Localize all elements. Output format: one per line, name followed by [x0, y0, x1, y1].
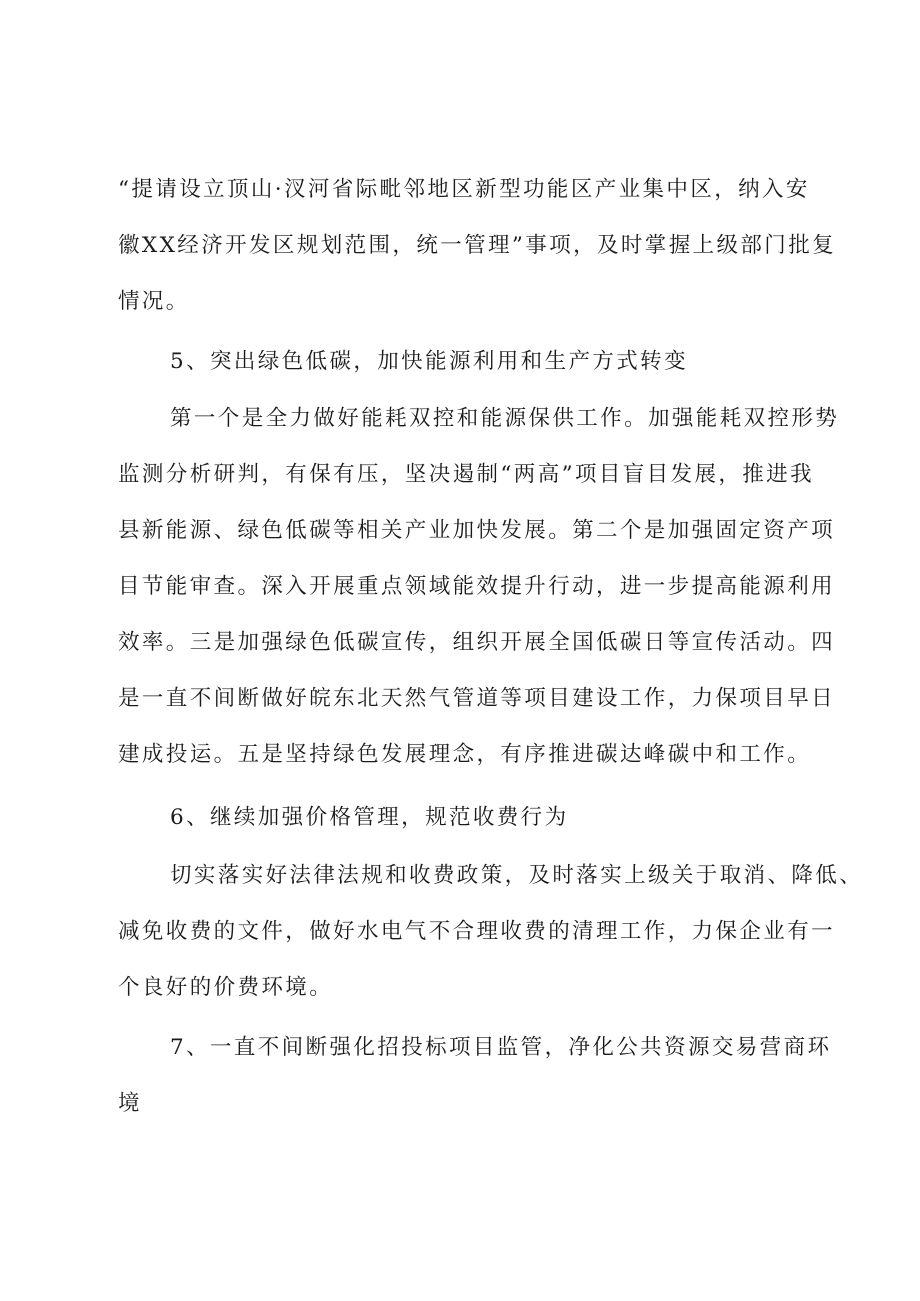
heading-text: 6、继续加强价格管理，规范收费行为 [170, 805, 569, 830]
text-line: 县新能源、绿色低碳等相关产业加快发展。第二个是加强固定资产项 [118, 518, 836, 543]
paragraph-energy [118, 391, 840, 783]
text-line: 效率。三是加强绿色低碳宣传，组织开展全国低碳日等宣传活动。四 [118, 630, 836, 655]
text-line: 目节能审查。深入开展重点领域能效提升行动，进一步提高能源利用 [118, 574, 836, 599]
text-line: 建成投运。五是坚持绿色发展理念，有序推进碳达峰碳中和工作。 [118, 742, 812, 767]
text-line: 是一直不间断做好皖东北天然气管道等项目建设工作，力保项目早日 [118, 686, 836, 711]
text-line: 切实落实好法律法规和收费政策，及时落实上级关于取消、降低、 [170, 863, 864, 888]
text-line: 个良好的价费环境。 [118, 975, 334, 1000]
text-line: 第一个是全力做好能耗双控和能源保供工作。加强能耗双控形势 [170, 406, 840, 431]
section-heading-5 [118, 334, 818, 390]
section-heading-6 [118, 790, 818, 846]
text-line: “提请设立顶山·汊河省际毗邻地区新型功能区产业集中区，纳入安 [118, 177, 810, 202]
heading-text: 7、一直不间断强化招投标项目监管，净化公共资源交易营商环 [170, 1035, 832, 1060]
text-line: 情况。 [118, 289, 190, 314]
heading-text: 5、突出绿色低碳，加快能源利用和生产方式转变 [170, 349, 688, 374]
text-line: 监测分析研判，有保有压，坚决遏制“两高”项目盲目发展，推进我 [118, 462, 814, 487]
text-line: 减免收费的文件，做好水电气不合理收费的清理工作，力保企业有一 [118, 919, 836, 944]
section-heading-7 [118, 1020, 832, 1132]
paragraph-pricing [118, 848, 864, 1016]
paragraph-continuation [118, 162, 837, 330]
heading-text: 境 [118, 1091, 142, 1116]
text-line: 徽XX经济开发区规划范围，统一管理”事项，及时掌握上级部门批复 [118, 233, 837, 258]
